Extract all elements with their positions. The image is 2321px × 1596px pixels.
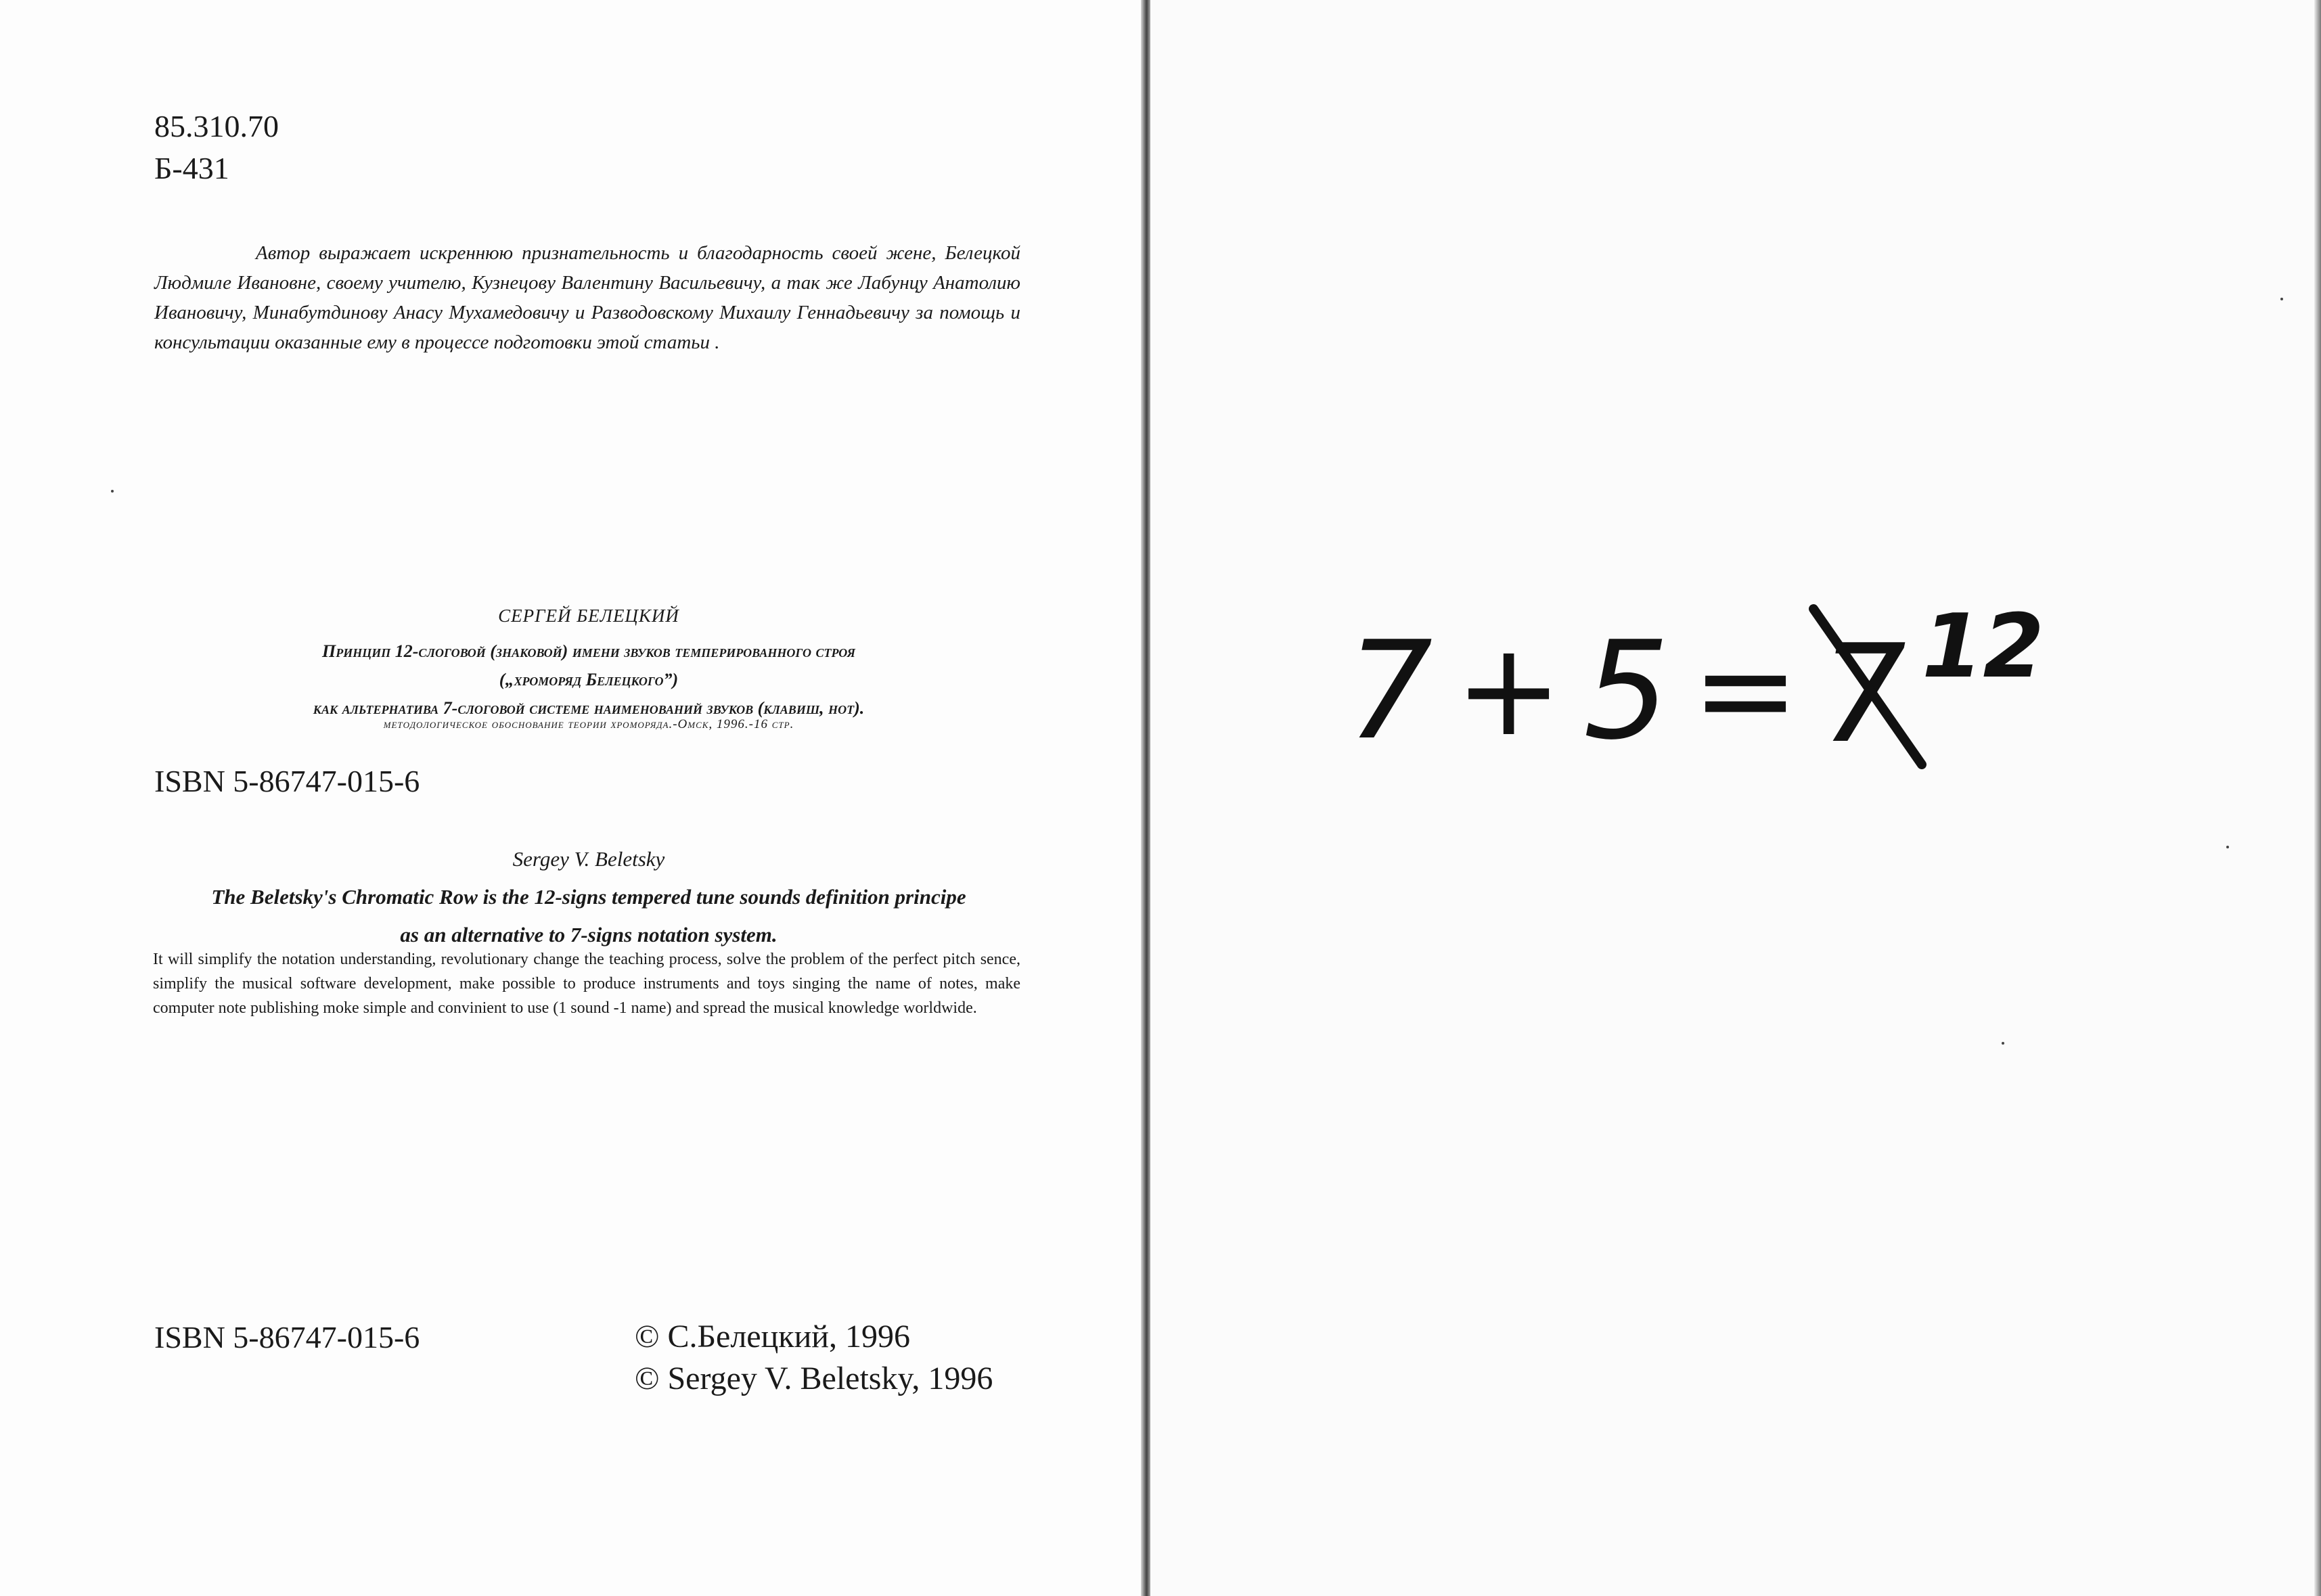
formula-graphic: [1340, 595, 2125, 771]
left-page: [0, 0, 1144, 1596]
bbk-index: [154, 106, 279, 189]
formula-digit-5: 5: [1583, 612, 1670, 770]
formula-equals: =: [1692, 615, 1800, 765]
formula-result-12: 12: [1922, 595, 2044, 698]
speck-mark: [2280, 298, 2283, 300]
page-edge: [2314, 0, 2321, 1596]
title-en-line1: The Beletsky's Chromatic Row is the 12-signs tempered tune sounds definition principe: [211, 885, 966, 909]
subtitle-ru: методологическое обоснование теории хроморяда.-Омск, 1996.-16 стр.: [383, 717, 794, 731]
speck-mark: [2226, 846, 2229, 848]
isbn-bottom: ISBN 5-86747-015-6: [154, 1320, 420, 1354]
title-ru: [156, 637, 1022, 723]
title-en: [156, 878, 1022, 954]
title-ru-line1: Принцип 12-слоговой (знаковой) имени звуков темперированного строя: [322, 641, 855, 661]
bbk-code: 85.310.70: [154, 109, 279, 143]
formula-plus: +: [1455, 615, 1563, 765]
formula-crossed-7: 7: [1820, 616, 1907, 771]
right-page: [1150, 0, 2321, 1596]
formula-digit-7: 7: [1347, 612, 1433, 770]
copyright-en: © Sergey V. Beletsky, 1996: [635, 1361, 993, 1396]
description-en: It will simplify the notation understanding, revolutionary change the teaching process, solve the problem of the perfect pitch sence, simplify the musical software development, make possible to produce instruments and toys singing the name of notes, make computer note publishing moke simple and convinient to use (1 sound -1 name) and spread the musical knowledge worldwide.: [153, 951, 1020, 1017]
isbn-top: ISBN 5-86747-015-6: [154, 764, 420, 798]
author-name-ru: СЕРГЕЙ БЕЛЕЦКИЙ: [498, 606, 679, 626]
title-ru-line3: как альтернатива 7-слоговой системе наименований звуков (клавиш, нот).: [313, 698, 865, 718]
title-en-line2: as an alternative to 7-signs notation system.: [400, 923, 778, 947]
title-ru-line2: („хроморяд Белецкого”): [499, 670, 679, 689]
acknowledgement-text: Автор выражает искреннюю признательность и благодарность своей жене, Белецкой Людмиле Ивановне, своему учителю, Кузнецову Валентину Васильевичу, а так же Лабунцу Анатолию Ивановичу, Минабутдинову Анасу Мухамедовичу и Разводовскому Михаилу Геннадьевичу за помощь и консультации оказанные ему в процессе подготовки этой статьи .: [154, 242, 1020, 353]
speck-mark: [2002, 1042, 2004, 1045]
author-mark: Б-431: [154, 151, 229, 185]
copyright-ru: © С.Белецкий, 1996: [635, 1319, 910, 1354]
speck-mark: [111, 490, 114, 493]
author-name-en: Sergey V. Beletsky: [512, 847, 665, 871]
copyright-block: [635, 1316, 993, 1400]
